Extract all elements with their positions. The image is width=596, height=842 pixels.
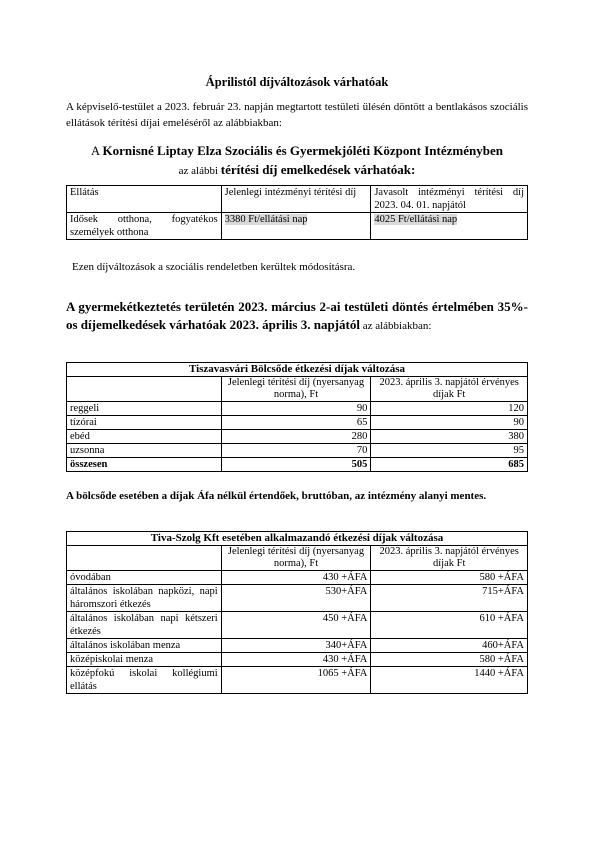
table-cell: 280 — [221, 430, 371, 444]
table-cell: 120 — [371, 402, 528, 416]
table-cell: középiskolai menza — [67, 653, 222, 667]
institution-emphasis: térítési díj emelkedések várhatóak: — [220, 162, 416, 177]
catering-fee-table — [66, 531, 528, 694]
table-cell: 380 — [371, 430, 528, 444]
table-header — [67, 377, 222, 402]
table-cell: általános iskolában napi kétszeri étkezés — [67, 612, 222, 639]
table-header: Jelenlegi intézményi térítési díj — [221, 186, 371, 213]
nursery-fee-table — [66, 362, 528, 472]
table-cell: középfokú iskolai kollégiumi ellátás — [67, 667, 222, 694]
table-cell: 65 — [221, 416, 371, 430]
table-cell: 1440 +ÁFA — [371, 667, 528, 694]
table-cell: 90 — [371, 416, 528, 430]
table-row — [67, 653, 528, 667]
proposed-fee-highlight: 4025 Ft/ellátási nap — [374, 214, 458, 225]
table-cell: 460+ÁFA — [371, 639, 528, 653]
table-cell: reggeli — [67, 402, 222, 416]
table-header: Ellátás — [67, 186, 222, 213]
page-title: Áprilistól díjváltozások várhatóak — [205, 75, 389, 89]
table-row — [67, 639, 528, 653]
institution-heading — [66, 142, 528, 180]
table-cell: tízórai — [67, 416, 222, 430]
table-cell: összesen — [67, 458, 222, 472]
table-row — [67, 585, 528, 612]
current-fee-highlight: 3380 Ft/ellátási nap — [224, 214, 308, 225]
table-header: 2023. április 3. napjától érvényes díjak Ft — [371, 377, 528, 402]
table-header-row — [67, 377, 528, 402]
child-catering-bold: A gyermekétkeztetés területén 2023. március 2-ai testületi döntés értelmében 35%-os díjemelkedések várhatóak 2023. április 3. napjától — [66, 299, 528, 332]
institution-name: Kornisné Liptay Elza Szociális és Gyermekjóléti Központ Intézményben — [102, 143, 503, 158]
table-row — [67, 571, 528, 585]
table-cell: 70 — [221, 444, 371, 458]
table-header — [67, 546, 222, 571]
table-cell: 1065 +ÁFA — [221, 667, 371, 694]
table-cell — [371, 213, 528, 240]
social-care-fee-table — [66, 185, 528, 240]
table-cell: általános iskolában menza — [67, 639, 222, 653]
table-row — [67, 667, 528, 694]
table-cell: 715+ÁFA — [371, 585, 528, 612]
table-row — [67, 402, 528, 416]
child-catering-paragraph — [66, 298, 528, 335]
table-cell: 340+ÁFA — [221, 639, 371, 653]
table-cell: 685 — [371, 458, 528, 472]
nursery-vat-note: A bölcsőde esetében a díjak Áfa nélkül értendőek, bruttóban, az intézmény alanyi mentes. — [66, 490, 487, 502]
table-header: Javasolt intézményi térítési díj 2023. 04. 01. napjától — [371, 186, 528, 213]
table-cell: Idősek otthona, fogyatékos személyek otthona — [67, 213, 222, 240]
intro-paragraph: A képviselő-testület a 2023. február 23. napján megtartott testületi ülésén döntött a bentlakásos szociális ellátások térítési díjai emeléséről az alábbiakban: — [66, 101, 528, 129]
table-cell: 580 +ÁFA — [371, 653, 528, 667]
institution-prefix: A — [91, 144, 103, 158]
table-header-row — [67, 546, 528, 571]
regulation-note: Ezen díjváltozások a szociális rendeletben kerültek módosításra. — [72, 261, 356, 273]
table-row — [67, 444, 528, 458]
table-cell: óvodában — [67, 571, 222, 585]
table-cell: 95 — [371, 444, 528, 458]
table-header-row — [67, 186, 528, 213]
table-cell: 430 +ÁFA — [221, 571, 371, 585]
table-cell: 430 +ÁFA — [221, 653, 371, 667]
table-caption: Tiva-Szolg Kft esetében alkalmazandó étkezési díjak változása — [67, 532, 528, 546]
table-caption: Tiszavasvári Bölcsőde étkezési díjak változása — [67, 363, 528, 377]
child-catering-tail: az alábbiakban: — [359, 320, 432, 332]
table-cell: 610 +ÁFA — [371, 612, 528, 639]
nursery-fee-table-wrapper — [66, 362, 528, 472]
table-row — [67, 430, 528, 444]
institution-mid: az alábbi — [178, 165, 221, 177]
table-cell: 90 — [221, 402, 371, 416]
table-row — [67, 416, 528, 430]
table-cell: 580 +ÁFA — [371, 571, 528, 585]
catering-fee-table-wrapper — [66, 531, 528, 694]
table-cell: általános iskolában napközi, napi háromszori étkezés — [67, 585, 222, 612]
table-row — [67, 612, 528, 639]
table-cell: 505 — [221, 458, 371, 472]
table-header: 2023. április 3. napjától érvényes díjak Ft — [371, 546, 528, 571]
table-cell: 450 +ÁFA — [221, 612, 371, 639]
table-row — [67, 213, 528, 240]
table-header: Jelenlegi térítési díj (nyersanyag norma), Ft — [221, 546, 371, 571]
table-total-row — [67, 458, 528, 472]
table-header: Jelenlegi térítési díj (nyersanyag norma), Ft — [221, 377, 371, 402]
table-cell: ebéd — [67, 430, 222, 444]
table-cell: 530+ÁFA — [221, 585, 371, 612]
table-cell: uzsonna — [67, 444, 222, 458]
table-cell — [221, 213, 371, 240]
